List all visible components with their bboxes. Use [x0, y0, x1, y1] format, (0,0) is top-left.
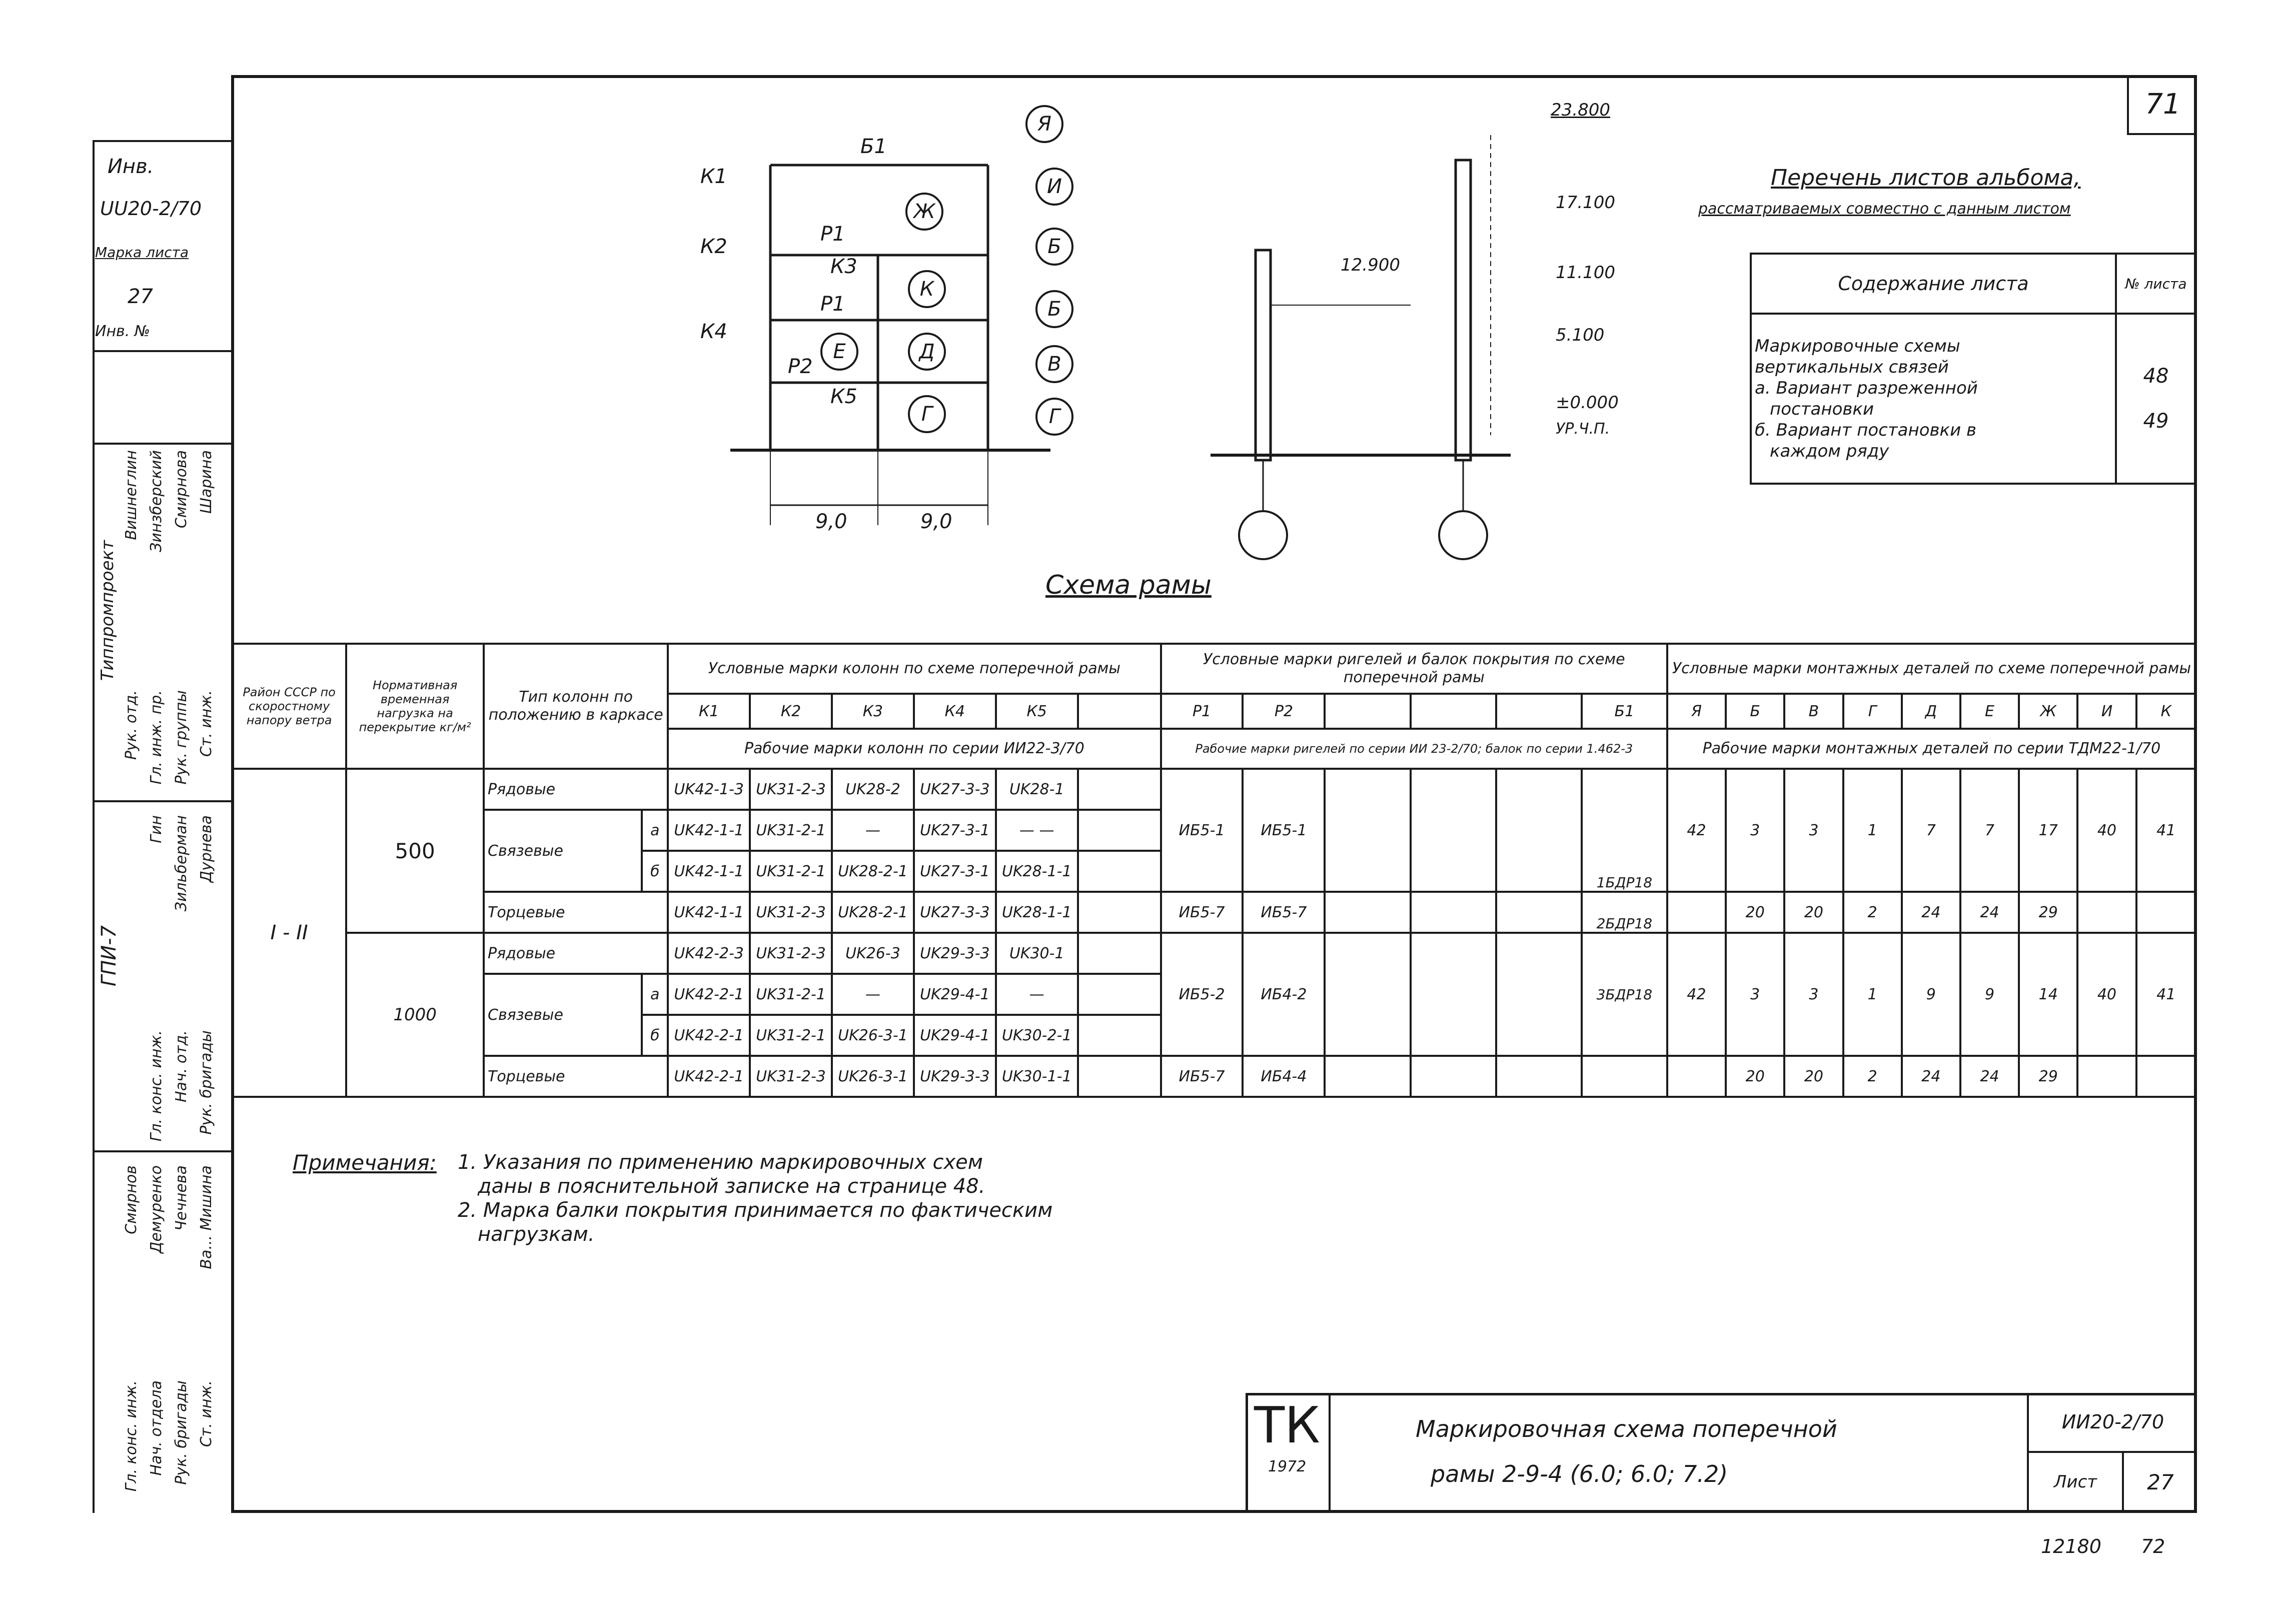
- bottom-page: 72: [2141, 1535, 2165, 1557]
- header-region: Район СССР по скоростному напору ветра: [232, 644, 346, 769]
- margin-name: Смирнов: [123, 1165, 140, 1234]
- sheet-list-header: № листа: [2116, 254, 2196, 314]
- detail-mark-cell: 41: [2136, 933, 2196, 1056]
- marking-table: [231, 643, 2197, 1098]
- col-mark: UK31-2-3: [750, 769, 832, 810]
- header-col: К5: [996, 694, 1078, 729]
- col-mark: UK28-1: [996, 769, 1078, 810]
- header-col: К1: [668, 694, 750, 729]
- detail-mark-cell: 9: [1960, 933, 2019, 1056]
- beam-mark-empty: [1411, 933, 1496, 1056]
- margin-role: Рук. группы: [173, 690, 190, 785]
- header-beam: [1496, 694, 1582, 729]
- header-detail: Ж: [2019, 694, 2077, 729]
- col-label: К4: [700, 320, 727, 343]
- col-mark: UK27-3-1: [914, 851, 996, 892]
- detail-mark: Г: [908, 395, 946, 433]
- margin-name: Гин: [148, 815, 165, 843]
- col-mark-empty: [1078, 974, 1161, 1015]
- note-line: 2. Марка балки покрытия принимается по фактическим: [458, 1199, 1053, 1222]
- detail-mark: Я: [1025, 105, 1063, 143]
- margin-name: Вишнеглин: [123, 450, 140, 540]
- detail-mark-cell: [2136, 1056, 2196, 1097]
- margin-divider: [93, 800, 231, 802]
- beam-mark-empty: [1411, 892, 1496, 933]
- margin-name: Ва... Мишина: [198, 1165, 215, 1269]
- col-mark: UK26-3-1: [832, 1056, 914, 1097]
- title-line: Маркировочная схема поперечной: [1416, 1415, 1837, 1442]
- col-mark-empty: [1078, 1015, 1161, 1056]
- margin-org-mid: ГПИ-7: [98, 925, 121, 987]
- col-label: К2: [700, 235, 727, 258]
- col-mark: —: [832, 810, 914, 851]
- sheet-list-header: Содержание листа: [1751, 254, 2116, 314]
- detail-mark-cell: 2: [1843, 892, 1902, 933]
- header-detail: Б: [1726, 694, 1784, 729]
- detail-mark-cell: 20: [1726, 892, 1784, 933]
- detail-mark-cell: 42: [1667, 769, 1726, 892]
- header-col: [1078, 694, 1161, 729]
- detail-mark-cell: 2: [1843, 1056, 1902, 1097]
- col-mark: UK27-3-3: [914, 769, 996, 810]
- header-beams-group: Условные марки ригелей и балок покрытия по схеме поперечной рамы: [1161, 644, 1667, 694]
- note-line: нагрузкам.: [478, 1223, 595, 1246]
- col-mark-empty: [1078, 810, 1161, 851]
- detail-mark: Г: [1035, 398, 1073, 436]
- sheet-list-subtitle: рассматриваемых совместно с данным листом: [1698, 200, 2071, 218]
- note-line: 1. Указания по применению маркировочных схем: [458, 1151, 983, 1174]
- col-mark-empty: [1078, 892, 1161, 933]
- sheet-list-line: Маркировочные схемы: [1755, 336, 1960, 356]
- detail-mark-cell: [2077, 1056, 2136, 1097]
- sheet-list-num: 49: [2143, 410, 2169, 433]
- tk-logo: ТК: [1254, 1396, 1321, 1454]
- sheet-list-line: каждом ряду: [1770, 441, 1889, 461]
- header-details-group: Условные марки монтажных деталей по схеме поперечной рамы: [1667, 644, 2196, 694]
- level-mark: 17.100: [1556, 193, 1615, 213]
- sheet-list-content: [1751, 314, 2116, 484]
- type-cell: Торцевые: [484, 1056, 668, 1097]
- col-mark: UK27-3-3: [914, 892, 996, 933]
- col-mark: UK28-2: [832, 769, 914, 810]
- margin-name: Шарина: [198, 450, 215, 514]
- col-mark: UK31-2-1: [750, 1015, 832, 1056]
- sheet-list-table: [1750, 253, 2197, 485]
- col-mark: UK42-2-1: [668, 1015, 750, 1056]
- col-label: К3: [830, 255, 857, 278]
- beam-mark: ИБ5-7: [1243, 892, 1325, 933]
- beam-mark-empty: [1411, 769, 1496, 892]
- type-cell: Связевые: [484, 810, 642, 892]
- detail-mark-cell: 3: [1726, 933, 1784, 1056]
- detail-mark-cell: [2077, 892, 2136, 933]
- beam-mark-empty: [1496, 1056, 1582, 1097]
- sheet-list-line: вертикальных связей: [1755, 357, 1949, 377]
- header-type: Тип колонн по положению в каркасе: [484, 644, 668, 769]
- margin-divider: [93, 443, 231, 445]
- header-detail: Е: [1960, 694, 2019, 729]
- margin-role: Рук. отд.: [123, 690, 140, 760]
- col-mark: UK42-1-3: [668, 769, 750, 810]
- margin-org-name: Типпромпроект: [98, 540, 118, 681]
- beam-mark-empty: [1496, 769, 1582, 892]
- col-mark: UK27-3-1: [914, 810, 996, 851]
- col-mark: UK28-2-1: [832, 851, 914, 892]
- title-line: рамы 2-9-4 (6.0; 6.0; 7.2): [1431, 1460, 1728, 1487]
- margin-label: Инв.: [108, 155, 154, 178]
- margin-divider: [93, 350, 231, 352]
- detail-mark: Б: [1035, 228, 1073, 266]
- detail-mark-cell: 40: [2077, 933, 2136, 1056]
- sub-cell: а: [642, 974, 668, 1015]
- margin-inv-label: Инв. №: [95, 323, 151, 340]
- header-beam: Б1: [1582, 694, 1667, 729]
- beam-mark-empty: [1325, 892, 1410, 933]
- detail-mark-cell: [1667, 1056, 1726, 1097]
- col-mark: UK42-2-1: [668, 974, 750, 1015]
- elevation-scheme: [1201, 105, 1611, 555]
- detail-mark-cell: 20: [1784, 892, 1843, 933]
- b1-mark-empty: [1582, 1056, 1667, 1097]
- beam-mark-empty: [1411, 1056, 1496, 1097]
- sheet-list-line: а. Вариант разреженной: [1755, 378, 1978, 398]
- col-mark-empty: [1078, 769, 1161, 810]
- b1-mark: 3БДР18: [1582, 933, 1667, 1056]
- detail-mark-cell: 7: [1960, 769, 2019, 892]
- beam-mark: ИБ5-2: [1161, 933, 1243, 1056]
- detail-mark-cell: 1: [1843, 769, 1902, 892]
- header-detail: В: [1784, 694, 1843, 729]
- beam-mark: ИБ4-4: [1243, 1056, 1325, 1097]
- col-mark: UK29-4-1: [914, 1015, 996, 1056]
- col-label: К5: [830, 385, 857, 408]
- corner-sheet-number: 71: [2127, 75, 2197, 135]
- margin-divider: [93, 1150, 231, 1152]
- header-cols-work: Рабочие марки колонн по серии ИИ22-3/70: [668, 729, 1161, 769]
- sheet-list-line: постановки: [1770, 399, 1874, 419]
- col-mark: UK30-1-1: [996, 1056, 1078, 1097]
- margin-marka-value: 27: [128, 285, 153, 308]
- margin-role: Гл. конс. инж.: [123, 1380, 140, 1492]
- notes-list: [458, 1150, 1052, 1246]
- detail-mark-cell: 7: [1902, 769, 1960, 892]
- detail-mark: Ж: [905, 193, 943, 231]
- col-mark: UK42-1-1: [668, 810, 750, 851]
- detail-mark: К: [908, 270, 946, 308]
- detail-mark-cell: [1667, 892, 1726, 933]
- beam-mark: ИБ5-7: [1161, 892, 1243, 933]
- beam-label: Б1: [860, 135, 887, 158]
- col-mark: UK42-2-3: [668, 933, 750, 974]
- beam-mark-empty: [1496, 892, 1582, 933]
- col-mark-empty: [1078, 933, 1161, 974]
- level-mark: 23.800: [1551, 100, 1610, 120]
- detail-mark-cell: 29: [2019, 1056, 2077, 1097]
- scheme-caption: Схема рамы: [1045, 570, 1212, 600]
- detail-mark: И: [1035, 168, 1073, 206]
- beam-mark: ИБ5-1: [1161, 769, 1243, 892]
- detail-mark: Д: [908, 333, 946, 371]
- col-mark: UK29-4-1: [914, 974, 996, 1015]
- margin-role: Рук. бригады: [173, 1380, 190, 1485]
- header-beam: Р1: [1161, 694, 1243, 729]
- header-cols-group: Условные марки колонн по схеме поперечной рамы: [668, 644, 1161, 694]
- note-line: даны в пояснительной записке на странице 48.: [478, 1175, 985, 1198]
- col-mark: UK31-2-3: [750, 933, 832, 974]
- header-detail: Я: [1667, 694, 1726, 729]
- sub-cell: б: [642, 1015, 668, 1056]
- header-col: К4: [914, 694, 996, 729]
- detail-mark-cell: 42: [1667, 933, 1726, 1056]
- level-mark: 5.100: [1556, 325, 1605, 345]
- header-beam: Р2: [1243, 694, 1325, 729]
- col-mark: UK29-3-3: [914, 1056, 996, 1097]
- title-block-right: [2027, 1393, 2197, 1513]
- header-details-work: Рабочие марки монтажных деталей по серии ТДМ22-1/70: [1667, 729, 2196, 769]
- span-dimension: 9,0: [920, 510, 952, 533]
- beam-mark-empty: [1325, 769, 1410, 892]
- series-code: ИИ20-2/70: [2029, 1393, 2197, 1453]
- type-cell: Рядовые: [484, 933, 668, 974]
- detail-mark-cell: 20: [1784, 1056, 1843, 1097]
- beam-label: Р1: [820, 293, 845, 316]
- header-detail: К: [2136, 694, 2196, 729]
- detail-mark-cell: 14: [2019, 933, 2077, 1056]
- margin-name: Зинзберский: [148, 450, 165, 552]
- header-beam: [1411, 694, 1496, 729]
- notes-label: Примечания:: [293, 1150, 437, 1175]
- margin-role: Нач. отд.: [173, 1030, 190, 1102]
- col-mark: UK28-2-1: [832, 892, 914, 933]
- col-mark: UK42-2-1: [668, 1056, 750, 1097]
- load-cell: 500: [346, 769, 484, 933]
- header-detail: И: [2077, 694, 2136, 729]
- detail-mark-cell: 24: [1960, 892, 2019, 933]
- col-mark: — —: [996, 810, 1078, 851]
- axis-circle: [1438, 510, 1488, 560]
- margin-marka-label: Марка листа: [95, 244, 189, 261]
- beam-mark-empty: [1325, 1056, 1410, 1097]
- detail-mark: Б: [1035, 290, 1073, 328]
- col-mark: UK31-2-1: [750, 851, 832, 892]
- col-mark: UK28-1-1: [996, 851, 1078, 892]
- load-cell: 1000: [346, 933, 484, 1097]
- header-detail: Г: [1843, 694, 1902, 729]
- margin-series-code: UU20-2/70: [100, 198, 202, 220]
- header-col: К2: [750, 694, 832, 729]
- detail-mark-cell: 20: [1726, 1056, 1784, 1097]
- header-beam: [1325, 694, 1410, 729]
- col-mark: UK31-2-3: [750, 1056, 832, 1097]
- beam-mark-empty: [1325, 933, 1410, 1056]
- margin-role: Гл. конс. инж.: [148, 1030, 165, 1142]
- col-mark: UK42-1-1: [668, 851, 750, 892]
- col-mark: UK31-2-1: [750, 974, 832, 1015]
- detail-mark-cell: 3: [1726, 769, 1784, 892]
- sheet-list-numbers: [2116, 314, 2196, 484]
- beam-mark: ИБ4-2: [1243, 933, 1325, 1056]
- col-mark: UK31-2-1: [750, 810, 832, 851]
- level-mark: 12.900: [1341, 255, 1400, 275]
- level-mark: УР.Ч.П.: [1556, 420, 1610, 438]
- margin-name: Демуренко: [148, 1165, 165, 1253]
- margin-role: Ст. инж.: [198, 1380, 215, 1447]
- margin-name: Смирнова: [173, 450, 190, 529]
- detail-mark-cell: 24: [1902, 1056, 1960, 1097]
- title-block-logo-cell: [1246, 1393, 1331, 1513]
- sheet-label: Лист: [2029, 1453, 2124, 1511]
- frame-scheme: [710, 105, 1090, 565]
- sub-cell: б: [642, 851, 668, 892]
- sheet-list-num: 48: [2143, 365, 2169, 388]
- col-mark: UK30-2-1: [996, 1015, 1078, 1056]
- type-cell: Связевые: [484, 974, 642, 1056]
- title-year: 1972: [1268, 1458, 1307, 1475]
- bottom-code: 12180: [2041, 1535, 2101, 1557]
- detail-mark: В: [1035, 345, 1073, 383]
- margin-role: Рук. бригады: [198, 1030, 215, 1135]
- detail-mark-cell: 24: [1960, 1056, 2019, 1097]
- col-mark: UK29-3-3: [914, 933, 996, 974]
- type-cell: Рядовые: [484, 769, 668, 810]
- b1-mark: 2БДР18: [1582, 892, 1667, 933]
- header-detail: Д: [1902, 694, 1960, 729]
- col-mark: UK26-3-1: [832, 1015, 914, 1056]
- level-mark: 11.100: [1556, 263, 1615, 283]
- axis-circle: [1238, 510, 1288, 560]
- beam-mark: ИБ5-7: [1161, 1056, 1243, 1097]
- detail-mark-cell: 3: [1784, 933, 1843, 1056]
- sheet-number-row: [2029, 1453, 2197, 1511]
- margin-role: Ст. инж.: [198, 690, 215, 757]
- col-mark: UK30-1: [996, 933, 1078, 974]
- margin-role: Гл. инж. пр.: [148, 690, 165, 785]
- detail-mark-cell: 24: [1902, 892, 1960, 933]
- beam-label: Р1: [820, 223, 845, 246]
- col-label: К1: [700, 165, 727, 188]
- header-col: К3: [832, 694, 914, 729]
- col-mark: —: [832, 974, 914, 1015]
- margin-role: Нач. отдела: [148, 1380, 165, 1476]
- region-cell: I - II: [232, 769, 346, 1097]
- col-mark: UK28-1-1: [996, 892, 1078, 933]
- span-dimension: 9,0: [815, 510, 847, 533]
- margin-name: Зильберман: [173, 815, 190, 912]
- sub-cell: а: [642, 810, 668, 851]
- col-mark: —: [996, 974, 1078, 1015]
- col-mark: UK42-1-1: [668, 892, 750, 933]
- col-mark-empty: [1078, 1056, 1161, 1097]
- col-mark-empty: [1078, 851, 1161, 892]
- margin-name: Дурнева: [198, 815, 215, 883]
- detail-mark-cell: 40: [2077, 769, 2136, 892]
- header-load: Нормативная временная нагрузка на перекрытие кг/м²: [346, 644, 484, 769]
- detail-mark-cell: [2136, 892, 2196, 933]
- detail-mark: Е: [820, 333, 858, 371]
- beam-mark: ИБ5-1: [1243, 769, 1325, 892]
- beam-label: Р2: [788, 355, 813, 378]
- sheet-list-line: б. Вариант постановки в: [1755, 420, 1977, 440]
- detail-mark-cell: 1: [1843, 933, 1902, 1056]
- beam-mark-empty: [1496, 933, 1582, 1056]
- detail-mark-cell: 41: [2136, 769, 2196, 892]
- col-mark: UK31-2-3: [750, 892, 832, 933]
- detail-mark-cell: 29: [2019, 892, 2077, 933]
- detail-mark-cell: 9: [1902, 933, 1960, 1056]
- detail-mark-cell: 3: [1784, 769, 1843, 892]
- sheet-number: 27: [2147, 1469, 2174, 1494]
- level-mark: ±0.000: [1556, 393, 1619, 413]
- sheet-list-title: Перечень листов альбома,: [1771, 165, 2081, 191]
- margin-name: Чечнева: [173, 1165, 190, 1231]
- b1-mark: 1БДР18: [1582, 769, 1667, 892]
- type-cell: Торцевые: [484, 892, 668, 933]
- header-beams-work: Рабочие марки ригелей по серии ИИ 23-2/70; балок по серии 1.462-3: [1161, 729, 1667, 769]
- detail-mark-cell: 17: [2019, 769, 2077, 892]
- col-mark: UK26-3: [832, 933, 914, 974]
